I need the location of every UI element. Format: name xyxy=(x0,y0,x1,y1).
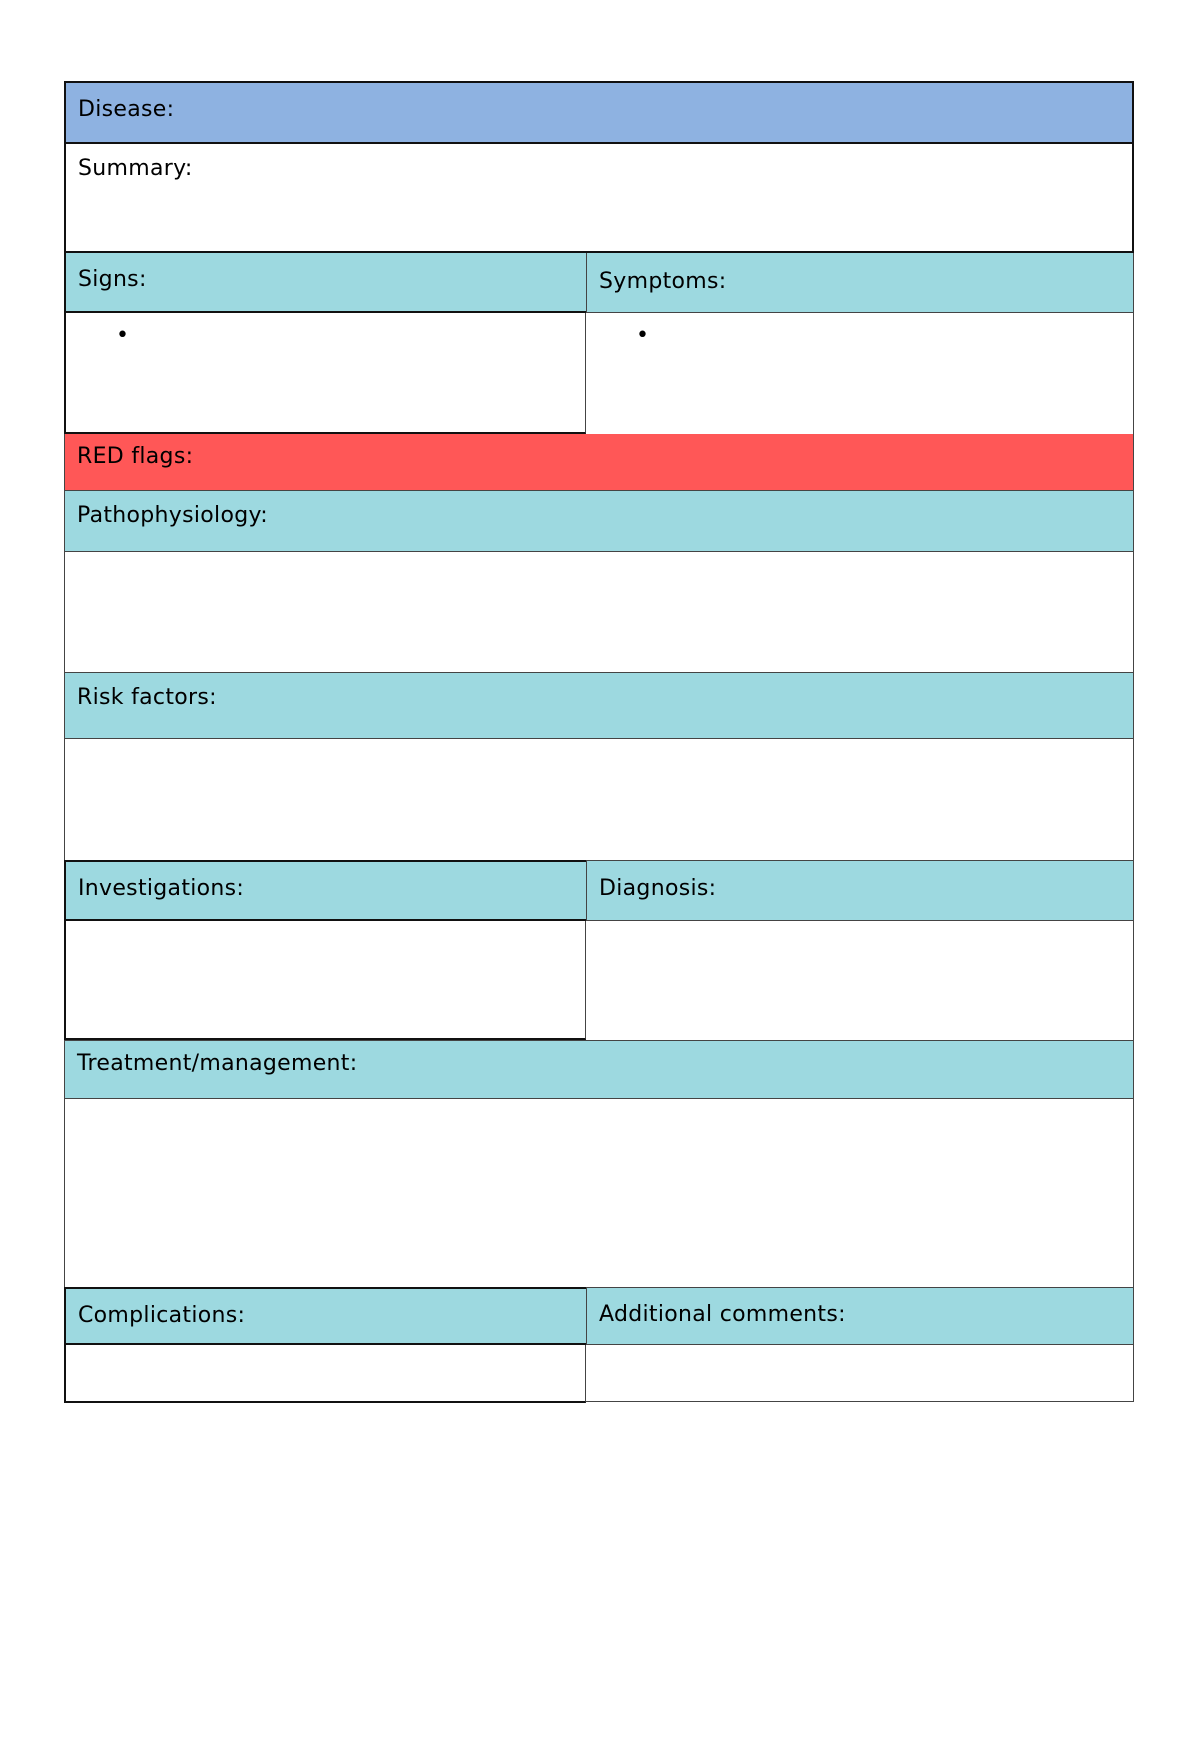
symptoms-field[interactable] xyxy=(586,313,1134,434)
investigations-diagnosis-header-row xyxy=(64,860,1134,921)
complications-label: Complications: xyxy=(78,1303,246,1328)
treatment-header-row xyxy=(64,1040,1134,1099)
treatment-body-row xyxy=(64,1099,1134,1287)
additional-comments-label: Additional comments: xyxy=(599,1302,846,1327)
complications-header xyxy=(64,1287,586,1345)
pathophysiology-header-row xyxy=(64,491,1134,552)
diagnosis-field[interactable] xyxy=(586,921,1134,1040)
complications-comments-header-row xyxy=(64,1287,1134,1345)
diagnosis-label: Diagnosis: xyxy=(599,876,717,901)
investigations-label: Investigations: xyxy=(78,876,245,901)
investigations-diagnosis-body-row xyxy=(64,921,1134,1040)
signs-symptoms-body-row xyxy=(64,313,1134,434)
pathophysiology-body-row xyxy=(64,552,1134,673)
disease-template-form xyxy=(64,81,1134,1403)
pathophysiology-field[interactable] xyxy=(64,552,1134,673)
disease-row xyxy=(64,81,1134,144)
risk-factors-field[interactable] xyxy=(64,739,1134,860)
investigations-field[interactable] xyxy=(64,921,586,1040)
diagnosis-header xyxy=(586,860,1134,921)
disease-label: Disease: xyxy=(78,97,175,122)
additional-comments-header xyxy=(586,1287,1134,1345)
red-flags-row xyxy=(64,434,1134,491)
pathophysiology-label: Pathophysiology: xyxy=(77,503,268,528)
signs-symptoms-header-row xyxy=(64,253,1134,313)
investigations-header xyxy=(64,860,586,921)
treatment-field[interactable] xyxy=(64,1099,1134,1287)
complications-comments-body-row xyxy=(64,1345,1134,1403)
signs-header xyxy=(64,253,586,313)
symptoms-bullet: • xyxy=(636,323,650,348)
risk-factors-header-row xyxy=(64,673,1134,739)
symptoms-label: Symptoms: xyxy=(599,269,727,294)
signs-label: Signs: xyxy=(78,267,147,292)
pathophysiology-header xyxy=(64,491,1134,552)
symptoms-header xyxy=(586,253,1134,313)
complications-field[interactable] xyxy=(64,1345,586,1403)
risk-factors-label: Risk factors: xyxy=(77,685,217,710)
treatment-header xyxy=(64,1040,1134,1099)
risk-factors-header xyxy=(64,673,1134,739)
additional-comments-field[interactable] xyxy=(586,1345,1134,1402)
disease-header xyxy=(64,81,1134,144)
summary-field[interactable] xyxy=(64,144,1134,253)
summary-label: Summary: xyxy=(78,156,193,181)
signs-bullet: • xyxy=(116,323,130,348)
treatment-label: Treatment/management: xyxy=(77,1051,358,1076)
signs-field[interactable] xyxy=(64,313,586,434)
red-flags-label: RED flags: xyxy=(77,444,194,469)
red-flags-header xyxy=(64,434,1134,491)
risk-factors-body-row xyxy=(64,739,1134,860)
summary-row xyxy=(64,144,1134,253)
